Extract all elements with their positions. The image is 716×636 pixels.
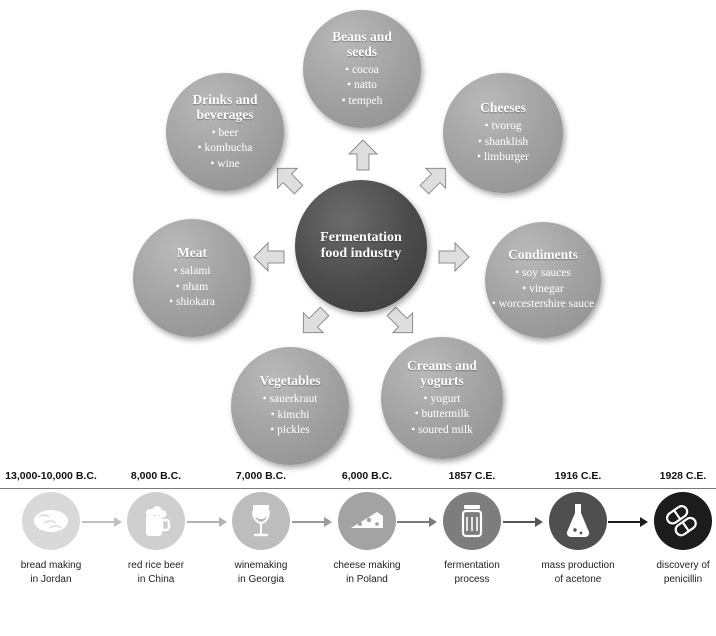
timeline-caption-line1: red rice beer <box>127 560 185 571</box>
arrow-up-right-icon <box>418 162 452 196</box>
timeline-icon-circle <box>654 492 712 550</box>
node-item: • nham <box>169 280 215 296</box>
node-title-line1: Vegetables <box>259 373 321 389</box>
node-item: • tempeh <box>342 94 383 110</box>
timeline-date: 7,000 B.C. <box>235 470 287 482</box>
fermentation-history-timeline <box>0 470 716 636</box>
timeline-item-acetone <box>527 470 629 587</box>
bread-icon <box>31 505 71 537</box>
timeline-item-fermentation <box>421 470 523 587</box>
node-item: • pickles <box>263 423 318 439</box>
node-item: • soy sauces <box>492 266 594 282</box>
timeline-date: 6,000 B.C. <box>341 470 393 482</box>
node-title-line1: Meat <box>177 245 207 261</box>
arrow-up-left-icon <box>271 162 305 196</box>
arrow-down-left-icon <box>297 305 331 339</box>
node-item: • cocoa <box>342 63 383 79</box>
node-condiments <box>485 222 601 338</box>
wine-glass-icon <box>247 502 275 540</box>
timeline-icon-circle <box>549 492 607 550</box>
timeline-item-bread <box>0 470 102 587</box>
timeline-item-beer <box>105 470 207 587</box>
node-item: • natto <box>342 78 383 94</box>
timeline-caption-line2: in Poland <box>346 574 388 585</box>
node-item-list <box>411 392 473 439</box>
timeline-date: 13,000-10,000 B.C. <box>5 470 97 482</box>
timeline-icon-circle <box>22 492 80 550</box>
timeline-caption-line1: cheese making <box>333 560 401 571</box>
node-item: • kimchi <box>263 408 318 424</box>
node-item-list <box>169 264 215 311</box>
node-item: • soured milk <box>411 423 473 439</box>
beer-mug-icon <box>139 504 173 538</box>
node-meat <box>133 219 251 337</box>
node-title-line2: seeds <box>347 44 377 60</box>
hub-title-line1: Fermentation <box>320 229 402 245</box>
node-item-list <box>342 63 383 110</box>
node-item-list <box>477 119 529 166</box>
arrow-left-icon <box>252 240 286 274</box>
node-item: • tvorog <box>477 119 529 135</box>
timeline-date: 1928 C.E. <box>659 470 707 482</box>
timeline-caption <box>632 559 716 587</box>
timeline-item-penicillin <box>632 470 716 587</box>
node-item: • sauerkraut <box>263 392 318 408</box>
flask-icon <box>563 502 593 540</box>
node-item: • salami <box>169 264 215 280</box>
timeline-caption-line1: mass production <box>541 560 615 571</box>
node-item: • shanklish <box>477 135 529 151</box>
timeline-caption-line1: bread making <box>20 560 82 571</box>
node-title-line2: yogurts <box>420 373 464 389</box>
timeline-caption-line2: in Jordan <box>30 574 72 585</box>
timeline-caption <box>0 559 102 587</box>
node-item-list <box>198 126 253 173</box>
timeline-caption-line2: process <box>454 574 490 585</box>
timeline-caption-line1: winemaking <box>234 560 288 571</box>
node-item: • limburger <box>477 150 529 166</box>
node-title-line1: Condiments <box>508 247 578 263</box>
node-beans-and-seeds <box>303 10 421 128</box>
node-title-line1: Drinks and <box>192 91 258 107</box>
timeline-caption-line2: of acetone <box>554 574 602 585</box>
capsules-icon <box>664 504 702 538</box>
timeline-item-cheese <box>316 470 418 587</box>
timeline-item-wine <box>210 470 312 587</box>
timeline-caption-line2: in China <box>137 574 175 585</box>
timeline-date: 1916 C.E. <box>554 470 602 482</box>
arrow-right-icon <box>437 240 471 274</box>
node-item: • shiokara <box>169 295 215 311</box>
arrow-down-right-icon <box>385 305 419 339</box>
node-cheeses <box>443 73 563 193</box>
timeline-caption-line2: in Georgia <box>237 574 285 585</box>
node-title-line2: beverages <box>196 107 254 123</box>
timeline-icon-circle <box>232 492 290 550</box>
timeline-icon-circle <box>338 492 396 550</box>
timeline-caption-line1: fermentation <box>444 560 500 571</box>
cheese-wedge-icon <box>347 506 387 536</box>
timeline-icon-circle <box>127 492 185 550</box>
timeline-caption <box>210 559 312 587</box>
timeline-caption <box>527 559 629 587</box>
hub-node-fermentation-food-industry <box>295 180 427 312</box>
timeline-icon-circle <box>443 492 501 550</box>
timeline-caption <box>316 559 418 587</box>
node-item: • kombucha <box>198 141 253 157</box>
node-item-list <box>263 392 318 439</box>
node-creams-and-yogurts <box>381 337 503 459</box>
timeline-caption-line1: discovery of <box>656 560 710 571</box>
node-item: • beer <box>198 126 253 142</box>
timeline-date: 1857 C.E. <box>448 470 496 482</box>
node-item: • yogurt <box>411 392 473 408</box>
node-title-line1: Beans and <box>332 28 392 44</box>
arrow-up-icon <box>346 138 380 172</box>
node-item-list <box>492 266 594 313</box>
node-title-line1: Cheeses <box>480 100 526 116</box>
timeline-caption-line2: penicillin <box>663 574 703 585</box>
hub-title-line2: food industry <box>320 246 402 261</box>
timeline-caption <box>421 559 523 587</box>
node-item: • buttermilk <box>411 407 473 423</box>
timeline-date: 8,000 B.C. <box>130 470 182 482</box>
fermentation-jar-icon <box>458 502 486 540</box>
node-item: • vinegar <box>492 282 594 298</box>
node-vegetables <box>231 347 349 465</box>
timeline-caption <box>105 559 207 587</box>
node-title-line1: Creams and <box>407 357 477 373</box>
node-item: • worcestershire sauce <box>492 297 594 313</box>
node-drinks-and-beverages <box>166 73 284 191</box>
node-item: • wine <box>198 157 253 173</box>
